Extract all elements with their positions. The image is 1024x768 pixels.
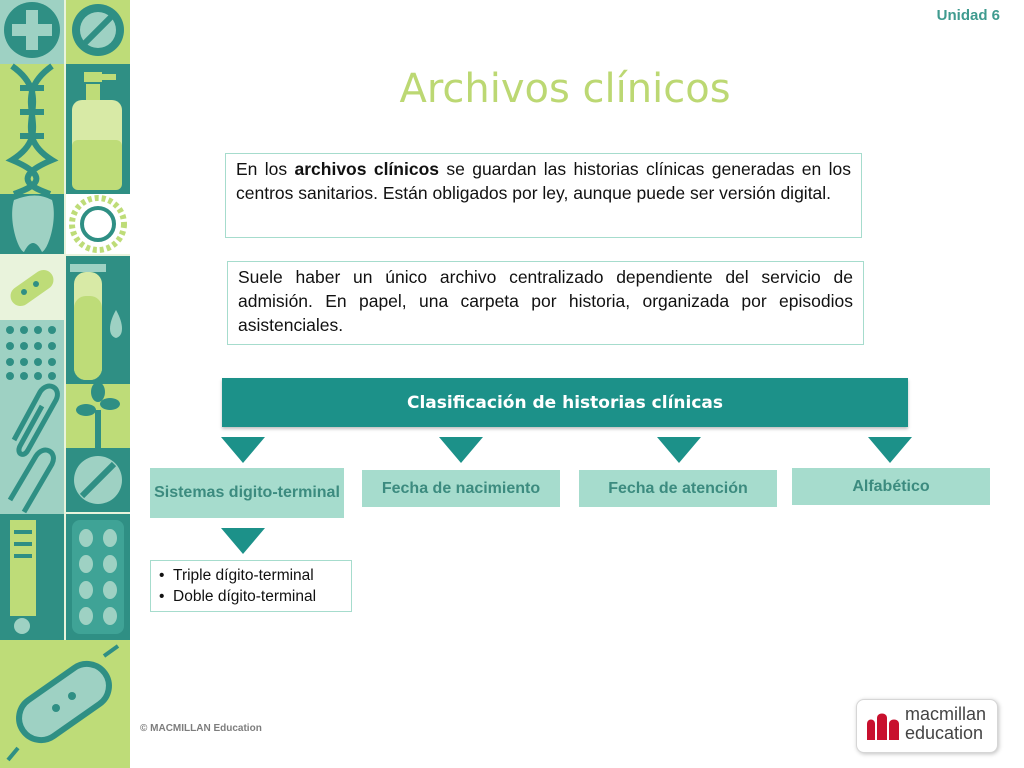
archive-text: Suele haber un único archivo centralizado dependiente del servicio de admisión. En papel, una carpeta por historia, organizada por episodios asistenciales. [238,267,853,335]
arrow-down-icon [439,437,483,463]
archive-paragraph-box [227,261,864,345]
pill-icon [72,4,124,56]
arrow-down-icon [868,437,912,463]
arrow-down-icon [221,528,265,554]
category-digito-terminal: Sistemas digito-terminal [150,468,344,518]
category-fecha-nacimiento: Fecha de nacimiento [362,470,560,507]
pill-blister-icon [72,520,124,634]
macmillan-logo-icon [865,710,903,742]
digito-terminal-subtypes [150,560,352,612]
list-item: • Triple dígito-terminal [159,567,314,584]
medical-cross-icon [4,2,60,58]
category-fecha-atencion: Fecha de atención [579,470,777,507]
macmillan-logo [856,699,998,753]
medical-pattern-sidebar [0,0,130,768]
intro-paragraph-box [225,153,862,238]
page-title: Archivos clínicos [399,66,731,112]
unit-label: Unidad 6 [936,7,1000,24]
arrow-down-icon [657,437,701,463]
intro-text-start: En los [236,159,295,179]
logo-text: macmillan education [905,704,987,743]
list-item: • Doble dígito-terminal [159,588,317,605]
intro-text-bold: archivos clínicos [294,159,440,179]
intro-text-end: se guardan las historias clínicas generadas en los centros sanitarios. Están obligados por ley, aunque puede ser versión digital. [236,159,852,203]
capsule-icon [74,456,122,504]
classification-header: Clasificación de historias clínicas [222,378,908,427]
copyright-text: © MACMILLAN Education [140,723,262,734]
category-alfabetico: Alfabético [792,468,990,505]
arrow-down-icon [221,437,265,463]
